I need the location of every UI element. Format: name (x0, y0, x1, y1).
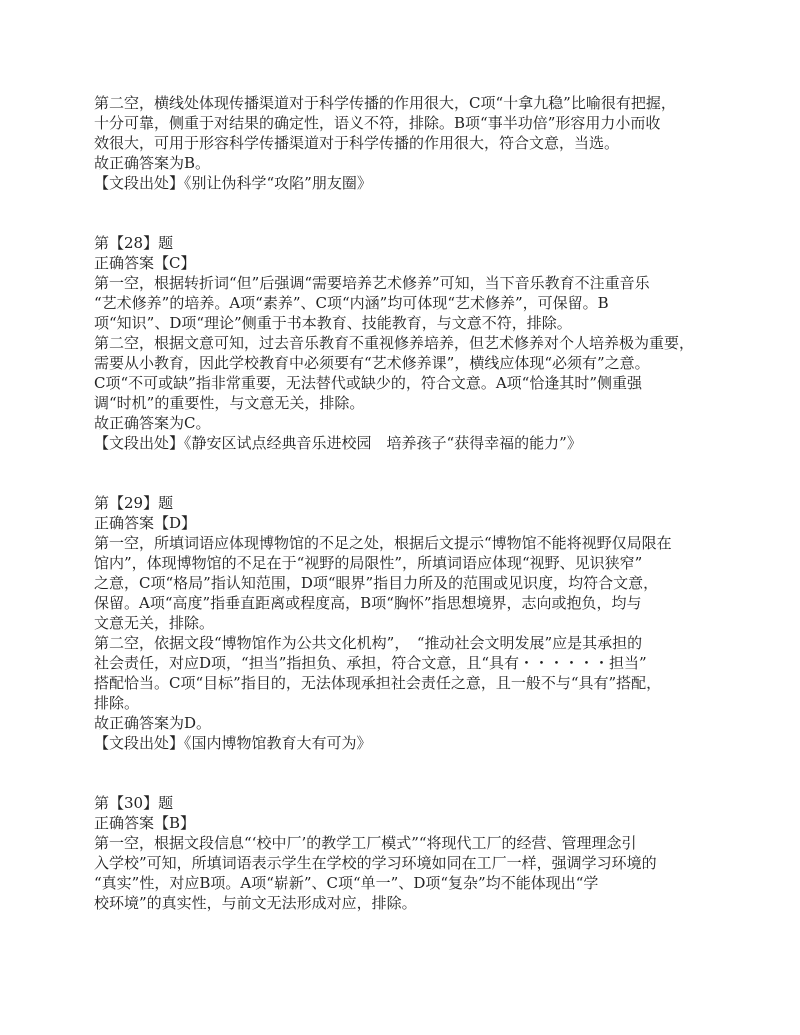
source-line: 【文段出处】《国内博物馆教育大有可为》 (94, 734, 372, 752)
text-line: C项“不可或缺”指非常重要，无法替代或缺少的，符合文意。A项“恰逢其时”侧重强 (94, 374, 642, 392)
source-line: 【文段出处】《静安区试点经典音乐进校园 培养孩子“获得幸福的能力”》 (94, 434, 582, 452)
text-line: 入学校”可知，所填词语表示学生在学校的学习环境如同在工厂一样，强调学习环境的 (94, 854, 657, 872)
text-line: 效很大，可用于形容科学传播渠道对于科学传播的作用很大，符合文意，当选。 (94, 134, 620, 152)
answer-line: 故正确答案为C。 (94, 414, 211, 432)
text-line: 校环境”的真实性，与前文无法形成对应，排除。 (94, 894, 417, 912)
text-line: 调“时机”的重要性，与文意无关，排除。 (94, 394, 365, 412)
correct-answer: 正确答案【D】 (94, 514, 197, 532)
text-line: 之意，C项“格局”指认知范围，D项“眼界”指目力所及的范围或见识度，均符合文意， (94, 574, 659, 592)
text-line: “艺术修养”的培养。A项“素养”、C项“内涵”均可体现“艺术修养”，可保留。B (94, 294, 609, 312)
text-line: 第一空，所填词语应体现博物馆的不足之处，根据后文提示“博物馆不能将视野仅局限在 (94, 534, 672, 552)
text-line: 第一空，根据文段信息“‘校中厂’的教学工厂模式”“将现代工厂的经营、管理理念引 (94, 834, 637, 852)
text-line: 第二空，根据文意可知，过去音乐教育不重视修养培养，但艺术修养对个人培养极为重要， (94, 334, 695, 352)
correct-answer: 正确答案【C】 (94, 254, 196, 272)
text-line: 排除。 (94, 694, 140, 712)
document-page (94, 93, 734, 913)
question-28 (94, 233, 734, 453)
text-line: 文意无关，排除。 (94, 614, 215, 632)
text-line: 第二空，横线处体现传播渠道对于科学传播的作用很大，C项“十拿九稳”比喻很有把握， (94, 94, 676, 112)
text-line: 十分可靠，侧重于对结果的确定性，语义不符，排除。B项“事半功倍”形容用力小而收 (94, 114, 661, 132)
question-29 (94, 493, 734, 753)
q27-explanation-tail (94, 93, 734, 193)
text-line: 需要从小教育，因此学校教育中必须要有“艺术修养课”，横线应体现“必须有”之意。 (94, 354, 650, 372)
answer-line: 故正确答案为B。 (94, 154, 211, 172)
question-number: 第【28】题 (94, 234, 174, 252)
question-30 (94, 793, 734, 913)
text-line: 第一空，根据转折词“但”后强调“需要培养艺术修养”可知，当下音乐教育不注重音乐 (94, 274, 650, 292)
text-line: 馆内”，体现博物馆的不足在于“视野的局限性”，所填词语应体现“视野、见识狭窄” (94, 554, 643, 572)
source-line: 【文段出处】《别让伪科学“攻陷”朋友圈》 (94, 174, 372, 192)
text-line: 保留。A项“高度”指垂直距离或程度高，B项“胸怀”指思想境界，志向或抱负，均与 (94, 594, 642, 612)
answer-line: 故正确答案为D。 (94, 714, 212, 732)
text-line: 第二空，依据文段“博物馆作为公共文化机构”， “推动社会文明发展”应是其承担的 (94, 634, 643, 652)
question-number: 第【29】题 (94, 494, 174, 512)
text-line: 社会责任，对应D项，“担当”指担负、承担，符合文意，且“具有・・・・・・担当” (94, 654, 647, 672)
text-line: 项“知识”、D项“理论”侧重于书本教育、技能教育，与文意不符，排除。 (94, 314, 572, 332)
correct-answer: 正确答案【B】 (94, 814, 196, 832)
text-line: “真实”性，对应B项。A项“崭新”、C项“单一”、D项“复杂”均不能体现出“学 (94, 874, 599, 892)
text-line: 搭配恰当。C项“目标”指目的，无法体现承担社会责任之意，且一般不与“具有”搭配， (94, 674, 662, 692)
question-number: 第【30】题 (94, 794, 174, 812)
